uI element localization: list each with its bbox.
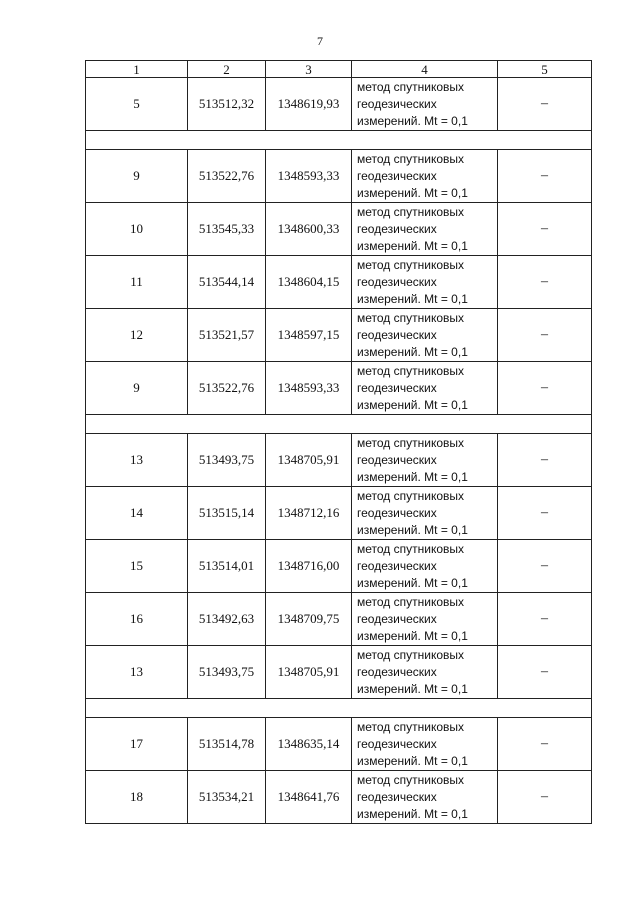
y-coordinate-cell: 1348716,00 [266,540,352,593]
separator-row [86,415,592,434]
note-cell: – [498,256,592,309]
table-row [86,256,592,309]
point-number-cell: 13 [86,646,188,699]
separator-cell [86,699,592,718]
header-col-2: 2 [188,61,266,78]
method-cell: метод спутниковых геодезических измерений. Mt = 0,1 [352,309,498,362]
point-number-cell: 16 [86,593,188,646]
y-coordinate-cell: 1348712,16 [266,487,352,540]
header-col-1: 1 [86,61,188,78]
note-cell: – [498,309,592,362]
x-coordinate-cell: 513521,57 [188,309,266,362]
header-col-3: 3 [266,61,352,78]
x-coordinate-cell: 513534,21 [188,771,266,824]
separator-cell [86,415,592,434]
method-cell: метод спутниковых геодезических измерений. Mt = 0,1 [352,718,498,771]
method-cell: метод спутниковых геодезических измерений. Mt = 0,1 [352,362,498,415]
note-cell: – [498,78,592,131]
y-coordinate-cell: 1348593,33 [266,362,352,415]
x-coordinate-cell: 513512,32 [188,78,266,131]
table-row [86,646,592,699]
table-row [86,150,592,203]
table-body [86,78,592,824]
x-coordinate-cell: 513522,76 [188,362,266,415]
point-number-cell: 11 [86,256,188,309]
table-row [86,203,592,256]
method-cell: метод спутниковых геодезических измерений. Mt = 0,1 [352,203,498,256]
method-cell: метод спутниковых геодезических измерений. Mt = 0,1 [352,646,498,699]
point-number-cell: 12 [86,309,188,362]
x-coordinate-cell: 513514,01 [188,540,266,593]
point-number-cell: 10 [86,203,188,256]
y-coordinate-cell: 1348619,93 [266,78,352,131]
table-row [86,771,592,824]
note-cell: – [498,718,592,771]
point-number-cell: 9 [86,150,188,203]
point-number-cell: 9 [86,362,188,415]
x-coordinate-cell: 513545,33 [188,203,266,256]
table-row [86,434,592,487]
table-row [86,593,592,646]
y-coordinate-cell: 1348600,33 [266,203,352,256]
table-row [86,309,592,362]
note-cell: – [498,540,592,593]
point-number-cell: 18 [86,771,188,824]
x-coordinate-cell: 513514,78 [188,718,266,771]
coordinates-table [85,60,592,824]
point-number-cell: 13 [86,434,188,487]
note-cell: – [498,362,592,415]
table-row [86,487,592,540]
header-col-5: 5 [498,61,592,78]
x-coordinate-cell: 513544,14 [188,256,266,309]
y-coordinate-cell: 1348705,91 [266,646,352,699]
method-cell: метод спутниковых геодезических измерений. Mt = 0,1 [352,593,498,646]
note-cell: – [498,646,592,699]
method-cell: метод спутниковых геодезических измерений. Mt = 0,1 [352,256,498,309]
table-row [86,540,592,593]
method-cell: метод спутниковых геодезических измерений. Mt = 0,1 [352,150,498,203]
table-row [86,78,592,131]
method-cell: метод спутниковых геодезических измерений. Mt = 0,1 [352,540,498,593]
page-number: 7 [317,34,323,48]
note-cell: – [498,487,592,540]
table-row [86,362,592,415]
method-cell: метод спутниковых геодезических измерений. Mt = 0,1 [352,771,498,824]
y-coordinate-cell: 1348604,15 [266,256,352,309]
header-row [86,61,592,78]
y-coordinate-cell: 1348705,91 [266,434,352,487]
note-cell: – [498,434,592,487]
point-number-cell: 17 [86,718,188,771]
method-cell: метод спутниковых геодезических измерений. Mt = 0,1 [352,487,498,540]
x-coordinate-cell: 513515,14 [188,487,266,540]
x-coordinate-cell: 513493,75 [188,646,266,699]
y-coordinate-cell: 1348641,76 [266,771,352,824]
note-cell: – [498,203,592,256]
note-cell: – [498,593,592,646]
y-coordinate-cell: 1348635,14 [266,718,352,771]
y-coordinate-cell: 1348709,75 [266,593,352,646]
x-coordinate-cell: 513522,76 [188,150,266,203]
separator-cell [86,131,592,150]
note-cell: – [498,150,592,203]
point-number-cell: 14 [86,487,188,540]
y-coordinate-cell: 1348593,33 [266,150,352,203]
y-coordinate-cell: 1348597,15 [266,309,352,362]
point-number-cell: 15 [86,540,188,593]
separator-row [86,699,592,718]
separator-row [86,131,592,150]
header-col-4: 4 [352,61,498,78]
table-row [86,718,592,771]
note-cell: – [498,771,592,824]
method-cell: метод спутниковых геодезических измерений. Mt = 0,1 [352,78,498,131]
x-coordinate-cell: 513493,75 [188,434,266,487]
method-cell: метод спутниковых геодезических измерений. Mt = 0,1 [352,434,498,487]
x-coordinate-cell: 513492,63 [188,593,266,646]
point-number-cell: 5 [86,78,188,131]
